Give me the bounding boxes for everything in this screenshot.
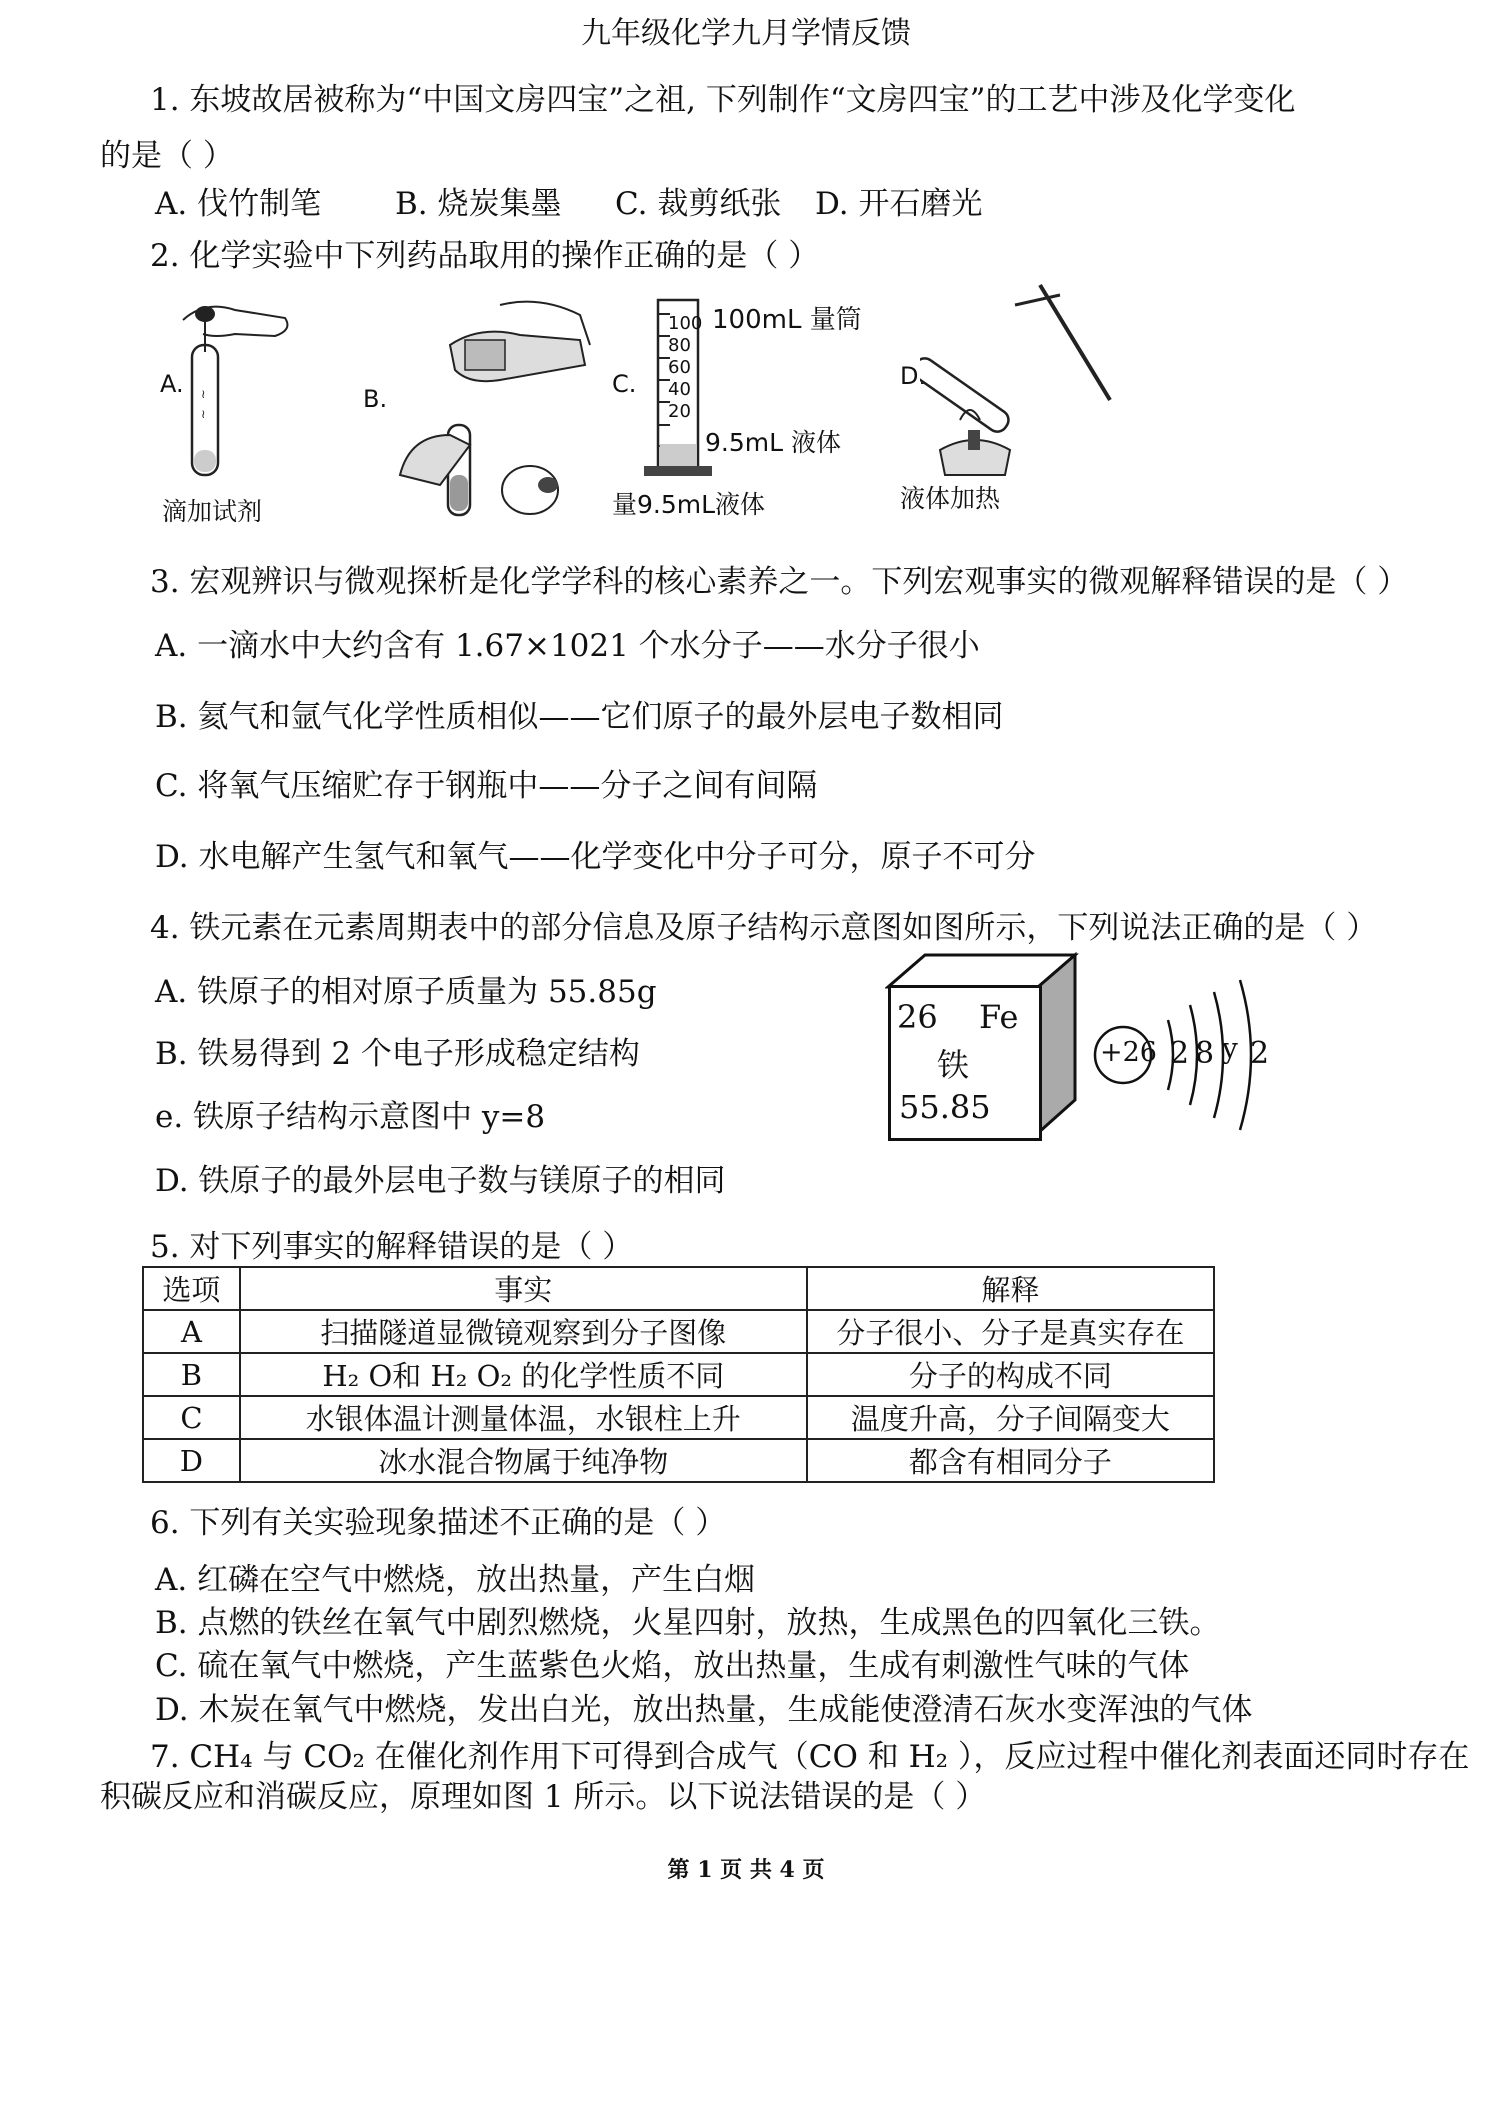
element-name: 铁 <box>937 1046 970 1084</box>
q3-option-d: D. 水电解产生氢气和氧气——化学变化中分子可分，原子不可分 <box>155 839 1036 875</box>
table-row <box>143 1353 1214 1396</box>
svg-text:≀: ≀ <box>201 387 206 401</box>
q5-stem: 5. 对下列事实的解释错误的是（ ） <box>150 1229 634 1265</box>
scale-mark: 80 <box>668 335 691 356</box>
shell-4-electrons: 2 <box>1250 1036 1270 1071</box>
table-cell: 分子的构成不同 <box>807 1353 1214 1396</box>
q6-option-c: C. 硫在氧气中燃烧，产生蓝紫色火焰，放出热量，生成有刺激性气味的气体 <box>155 1648 1190 1684</box>
q2-fig-d-caption: 液体加热 <box>900 484 1001 513</box>
q4-option-d: D. 铁原子的最外层电子数与镁原子的相同 <box>155 1163 726 1199</box>
q4-option-c: e. 铁原子结构示意图中 y=8 <box>155 1099 546 1135</box>
q1-stem-line1: 1. 东坡故居被称为“中国文房四宝”之祖, 下列制作“文房四宝”的工艺中涉及化学变化 <box>150 82 1296 118</box>
q1-option-c: C. 裁剪纸张 <box>615 186 782 222</box>
table-cell: 温度升高，分子间隔变大 <box>807 1396 1214 1439</box>
table-cell: D <box>143 1439 240 1482</box>
q2-fig-d-letter: D. <box>900 362 927 390</box>
cylinder-label: 100mL 量筒 <box>712 305 862 335</box>
q6-stem: 6. 下列有关实验现象描述不正确的是（ ） <box>150 1505 727 1541</box>
q2-fig-a-caption: 滴加试剂 <box>162 497 263 526</box>
q6-option-a: A. 红磷在空气中燃烧，放出热量，产生白烟 <box>155 1562 756 1598</box>
q1-option-a: A. 伐竹制笔 <box>155 186 322 222</box>
q6-option-d: D. 木炭在氧气中燃烧，发出白光，放出热量，生成能使澄清石灰水变浑浊的气体 <box>155 1692 1253 1728</box>
scale-mark: 40 <box>668 379 691 400</box>
shell-2-electrons: 8 <box>1195 1036 1215 1071</box>
q7-stem-line2: 积碳反应和消碳反应，原理如图 1 所示。以下说法错误的是（ ） <box>100 1779 987 1815</box>
q4-option-a: A. 铁原子的相对原子质量为 55.85g <box>155 974 657 1010</box>
table-cell: H₂ O和 H₂ O₂ 的化学性质不同 <box>240 1353 807 1396</box>
shell-3-electrons: y <box>1222 1032 1238 1065</box>
atomic-number: 26 <box>897 998 938 1036</box>
heating-liquid-figure <box>920 280 1120 480</box>
page-title: 九年级化学九月学情反馈 <box>581 16 911 51</box>
q1-option-d: D. 开石磨光 <box>815 186 983 222</box>
scale-mark: 20 <box>668 401 691 422</box>
table-cell: A <box>143 1310 240 1353</box>
shell-1-electrons: 2 <box>1170 1036 1190 1071</box>
table-cell: C <box>143 1396 240 1439</box>
table-cell: 水银体温计测量体温，水银柱上升 <box>240 1396 807 1439</box>
q3-option-a: A. 一滴水中大约含有 1.67×1021 个水分子——水分子很小 <box>155 628 980 664</box>
q2-fig-a-letter: A. <box>160 370 184 398</box>
q1-option-b: B. 烧炭集墨 <box>395 186 562 222</box>
q2-stem: 2. 化学实验中下列药品取用的操作正确的是（ ） <box>150 238 820 274</box>
q2-fig-c-letter: C. <box>612 370 637 398</box>
table-cell: 都含有相同分子 <box>807 1439 1214 1482</box>
q3-option-b: B. 氦气和氩气化学性质相似——它们原子的最外层电子数相同 <box>155 699 1004 735</box>
svg-text:≀: ≀ <box>201 407 206 421</box>
dropper-test-tube-figure <box>175 290 295 495</box>
q2-fig-b-letter: B. <box>363 385 388 413</box>
nucleus-charge: +26 <box>1100 1037 1157 1068</box>
facts-table <box>142 1266 1215 1483</box>
q1-stem-line2: 的是（ ） <box>100 138 234 174</box>
table-cell: 扫描隧道显微镜观察到分子图像 <box>240 1310 807 1353</box>
element-cell-iron <box>888 985 1042 1141</box>
table-cell: B <box>143 1353 240 1396</box>
table-row <box>143 1396 1214 1439</box>
scale-mark: 100 <box>668 313 703 334</box>
pouring-reagent-figure <box>380 285 595 520</box>
table-header: 选项 <box>143 1267 240 1310</box>
element-symbol: Fe <box>979 998 1019 1036</box>
q7-stem-line1: 7. CH₄ 与 CO₂ 在催化剂作用下可得到合成气（CO 和 H₂ ），反应过程中催化剂表面还同时存在 <box>150 1739 1470 1775</box>
q3-stem: 3. 宏观辨识与微观探析是化学学科的核心素养之一。下列宏观事实的微观解释错误的是（ ） <box>150 564 1409 600</box>
table-header: 解释 <box>807 1267 1214 1310</box>
table-row <box>143 1439 1214 1482</box>
q3-option-c: C. 将氧气压缩贮存于钢瓶中——分子之间有间隔 <box>155 768 818 804</box>
atomic-mass: 55.85 <box>899 1088 991 1126</box>
page-number-footer: 第 1 页 共 4 页 <box>667 1857 825 1883</box>
q2-fig-c-caption: 量9.5mL液体 <box>612 490 766 519</box>
table-cell: 冰水混合物属于纯净物 <box>240 1439 807 1482</box>
table-header: 事实 <box>240 1267 807 1310</box>
table-header-row <box>143 1267 1214 1310</box>
table-cell: 分子很小、分子是真实存在 <box>807 1310 1214 1353</box>
q6-option-b: B. 点燃的铁丝在氧气中剧烈燃烧，火星四射，放热，生成黑色的四氧化三铁。 <box>155 1605 1221 1641</box>
cylinder-scale <box>668 313 702 423</box>
cylinder-volume-label: 9.5mL 液体 <box>705 428 841 457</box>
scale-mark: 60 <box>668 357 691 378</box>
table-row <box>143 1310 1214 1353</box>
q4-stem: 4. 铁元素在元素周期表中的部分信息及原子结构示意图如图所示，下列说法正确的是（ ） <box>150 910 1378 946</box>
q4-option-b: B. 铁易得到 2 个电子形成稳定结构 <box>155 1036 640 1072</box>
